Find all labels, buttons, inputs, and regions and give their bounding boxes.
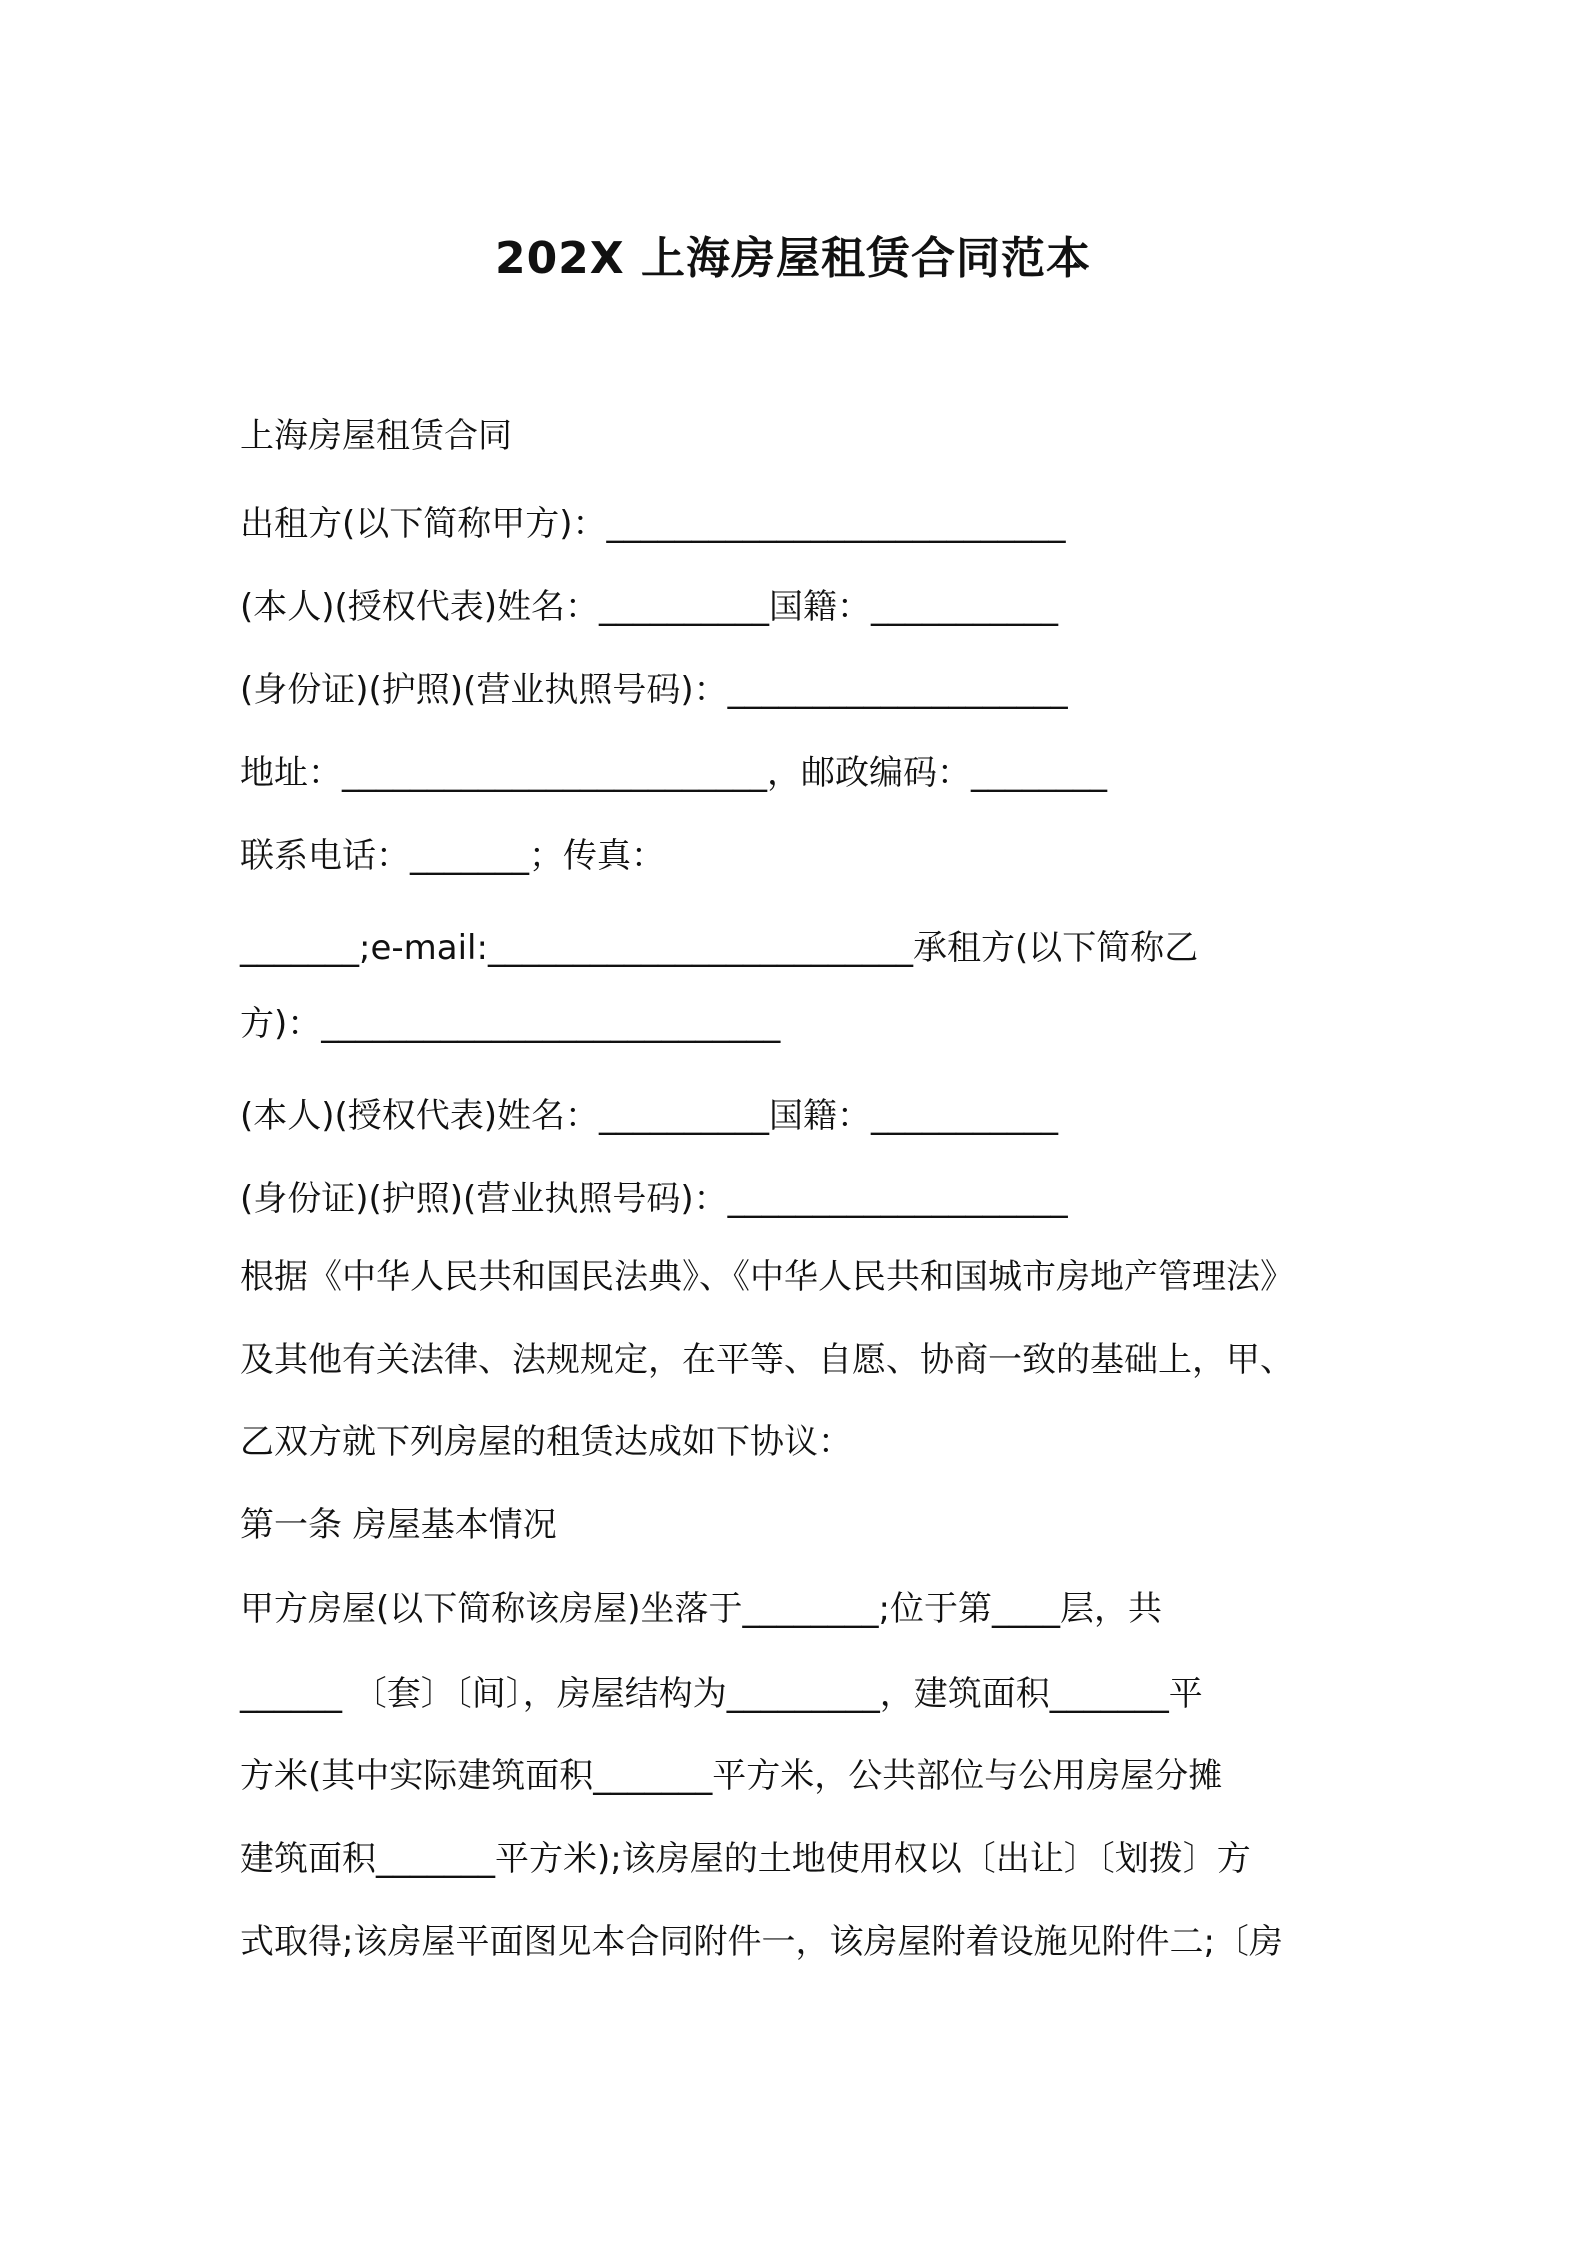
text-line: 地址：_________________________，邮政编码：________ [240, 753, 1107, 793]
text-line: ______ 〔套〕〔间〕，房屋结构为_________，建筑面积_______平 [240, 1674, 1203, 1714]
text-line: (本人)(授权代表)姓名：__________国籍：___________ [240, 1096, 1059, 1136]
text-line: (身份证)(护照)(营业执照号码)：____________________ [240, 1179, 1068, 1219]
text-line: 方米(其中实际建筑面积_______平方米，公共部位与公用房屋分摊 [240, 1756, 1223, 1796]
text-line: (本人)(授权代表)姓名：__________国籍：___________ [240, 587, 1059, 627]
text-line: 乙双方就下列房屋的租赁达成如下协议： [240, 1422, 852, 1462]
text-line: 式取得;该房屋平面图见本合同附件一，该房屋附着设施见附件二;〔房 [240, 1922, 1283, 1962]
text-line: 建筑面积_______平方米);该房屋的土地使用权以〔出让〕〔划拨〕方 [240, 1839, 1251, 1879]
text-line: 方)：___________________________ [240, 1004, 781, 1044]
text-line: _______;e-mail:_________________________承租方(以下简称乙 [240, 928, 1199, 968]
text-line-subtitle: 上海房屋租赁合同 [240, 416, 512, 456]
text-line: (身份证)(护照)(营业执照号码)：____________________ [240, 670, 1068, 710]
document-title: 202X 上海房屋租赁合同范本 [494, 233, 1092, 284]
text-line: 出租方(以下简称甲方)：___________________________ [240, 504, 1066, 544]
text-line: 联系电话：_______；传真： [240, 836, 665, 876]
section-heading: 第一条 房屋基本情况 [240, 1505, 557, 1545]
text-line: 甲方房屋(以下简称该房屋)坐落于________;位于第____层，共 [240, 1589, 1162, 1629]
text-line: 及其他有关法律、法规规定，在平等、自愿、协商一致的基础上，甲、 [240, 1340, 1294, 1380]
text-line: 根据《中华人民共和国民法典》、《中华人民共和国城市房地产管理法》 [240, 1257, 1294, 1297]
